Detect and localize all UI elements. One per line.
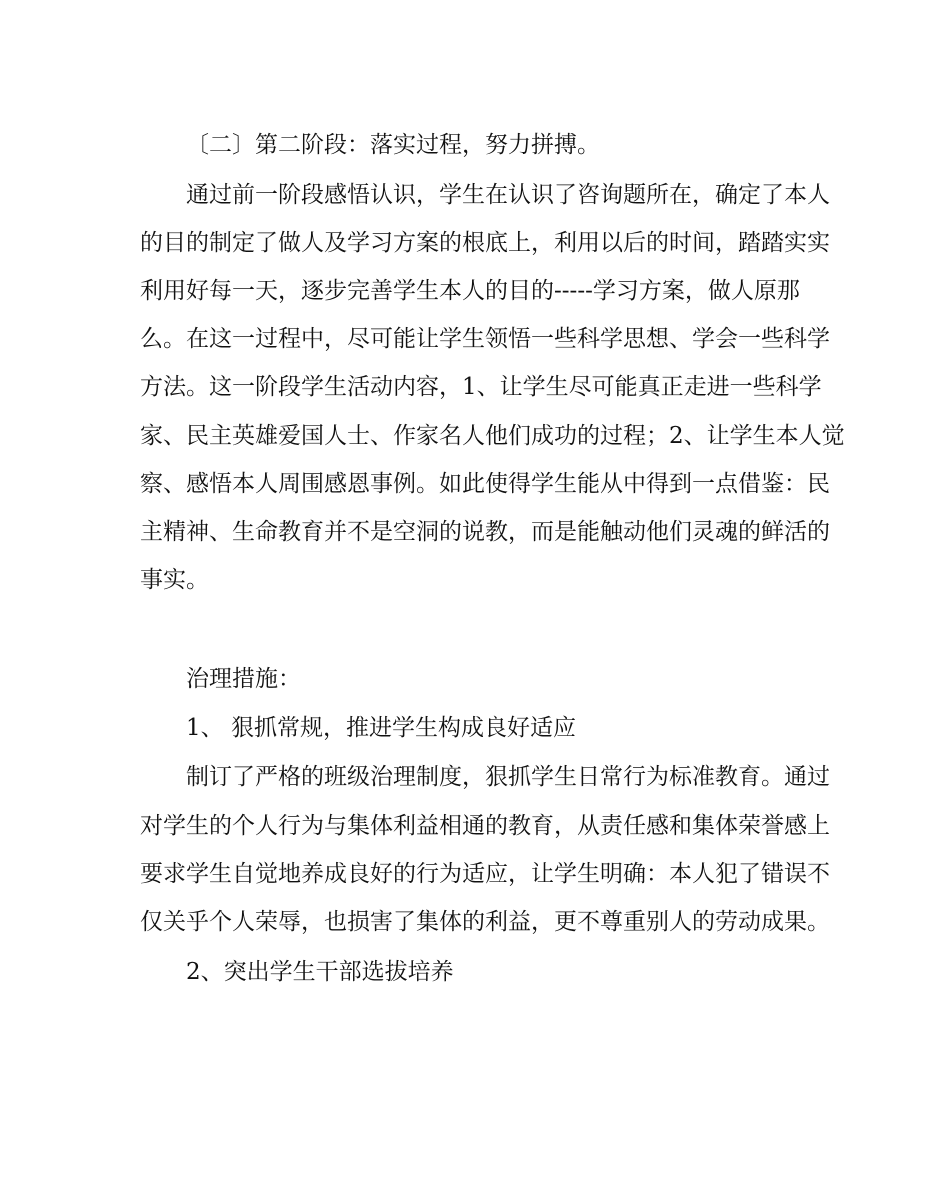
item1-heading: 1、 狠抓常规，推进学生构成良好适应 [186, 715, 576, 741]
paragraph-line: 事实。 [140, 567, 209, 593]
paragraph-line: 要求学生自觉地养成良好的行为适应，让学生明确：本人犯了错误不 [140, 861, 830, 887]
paragraph-line: 主精神、生命教育并不是空洞的说教，而是能触动他们灵魂的鲜活的 [140, 519, 830, 545]
paragraph-line: 对学生的个人行为与集体利益相通的教育，从责任感和集体荣誉感上 [140, 813, 830, 839]
paragraph-line: 制订了严格的班级治理制度，狠抓学生日常行为标准教育。通过 [186, 764, 830, 790]
paragraph-line: 利用好每一天，逐步完善学生本人的目的-----学习方案，做人原那 [140, 278, 800, 304]
paragraph-line: 通过前一阶段感悟认识，学生在认识了咨询题所在，确定了本人 [186, 182, 830, 208]
measures-heading: 治理措施： [186, 666, 301, 692]
item2-heading: 2、突出学生干部选拔培养 [186, 959, 454, 985]
paragraph-line: 察、感悟本人周围感恩事例。如此使得学生能从中得到一点借鉴：民 [140, 471, 830, 497]
paragraph-line: 仅关乎个人荣辱，也损害了集体的利益，更不尊重别人的劳动成果。 [140, 909, 830, 935]
section-heading: 〔二〕第二阶段：落实过程，努力拼搏。 [186, 132, 600, 158]
paragraph-line: 家、民主英雄爱国人士、作家名人他们成功的过程；2、让学生本人觉 [140, 423, 845, 449]
paragraph-line: 的目的制定了做人及学习方案的根底上，利用以后的时间，踏踏实实 [140, 230, 830, 256]
paragraph-line: 方法。这一阶段学生活动内容，1、让学生尽可能真正走进一些科学 [140, 374, 822, 400]
paragraph-line: 么。在这一过程中，尽可能让学生领悟一些科学思想、学会一些科学 [140, 326, 830, 352]
